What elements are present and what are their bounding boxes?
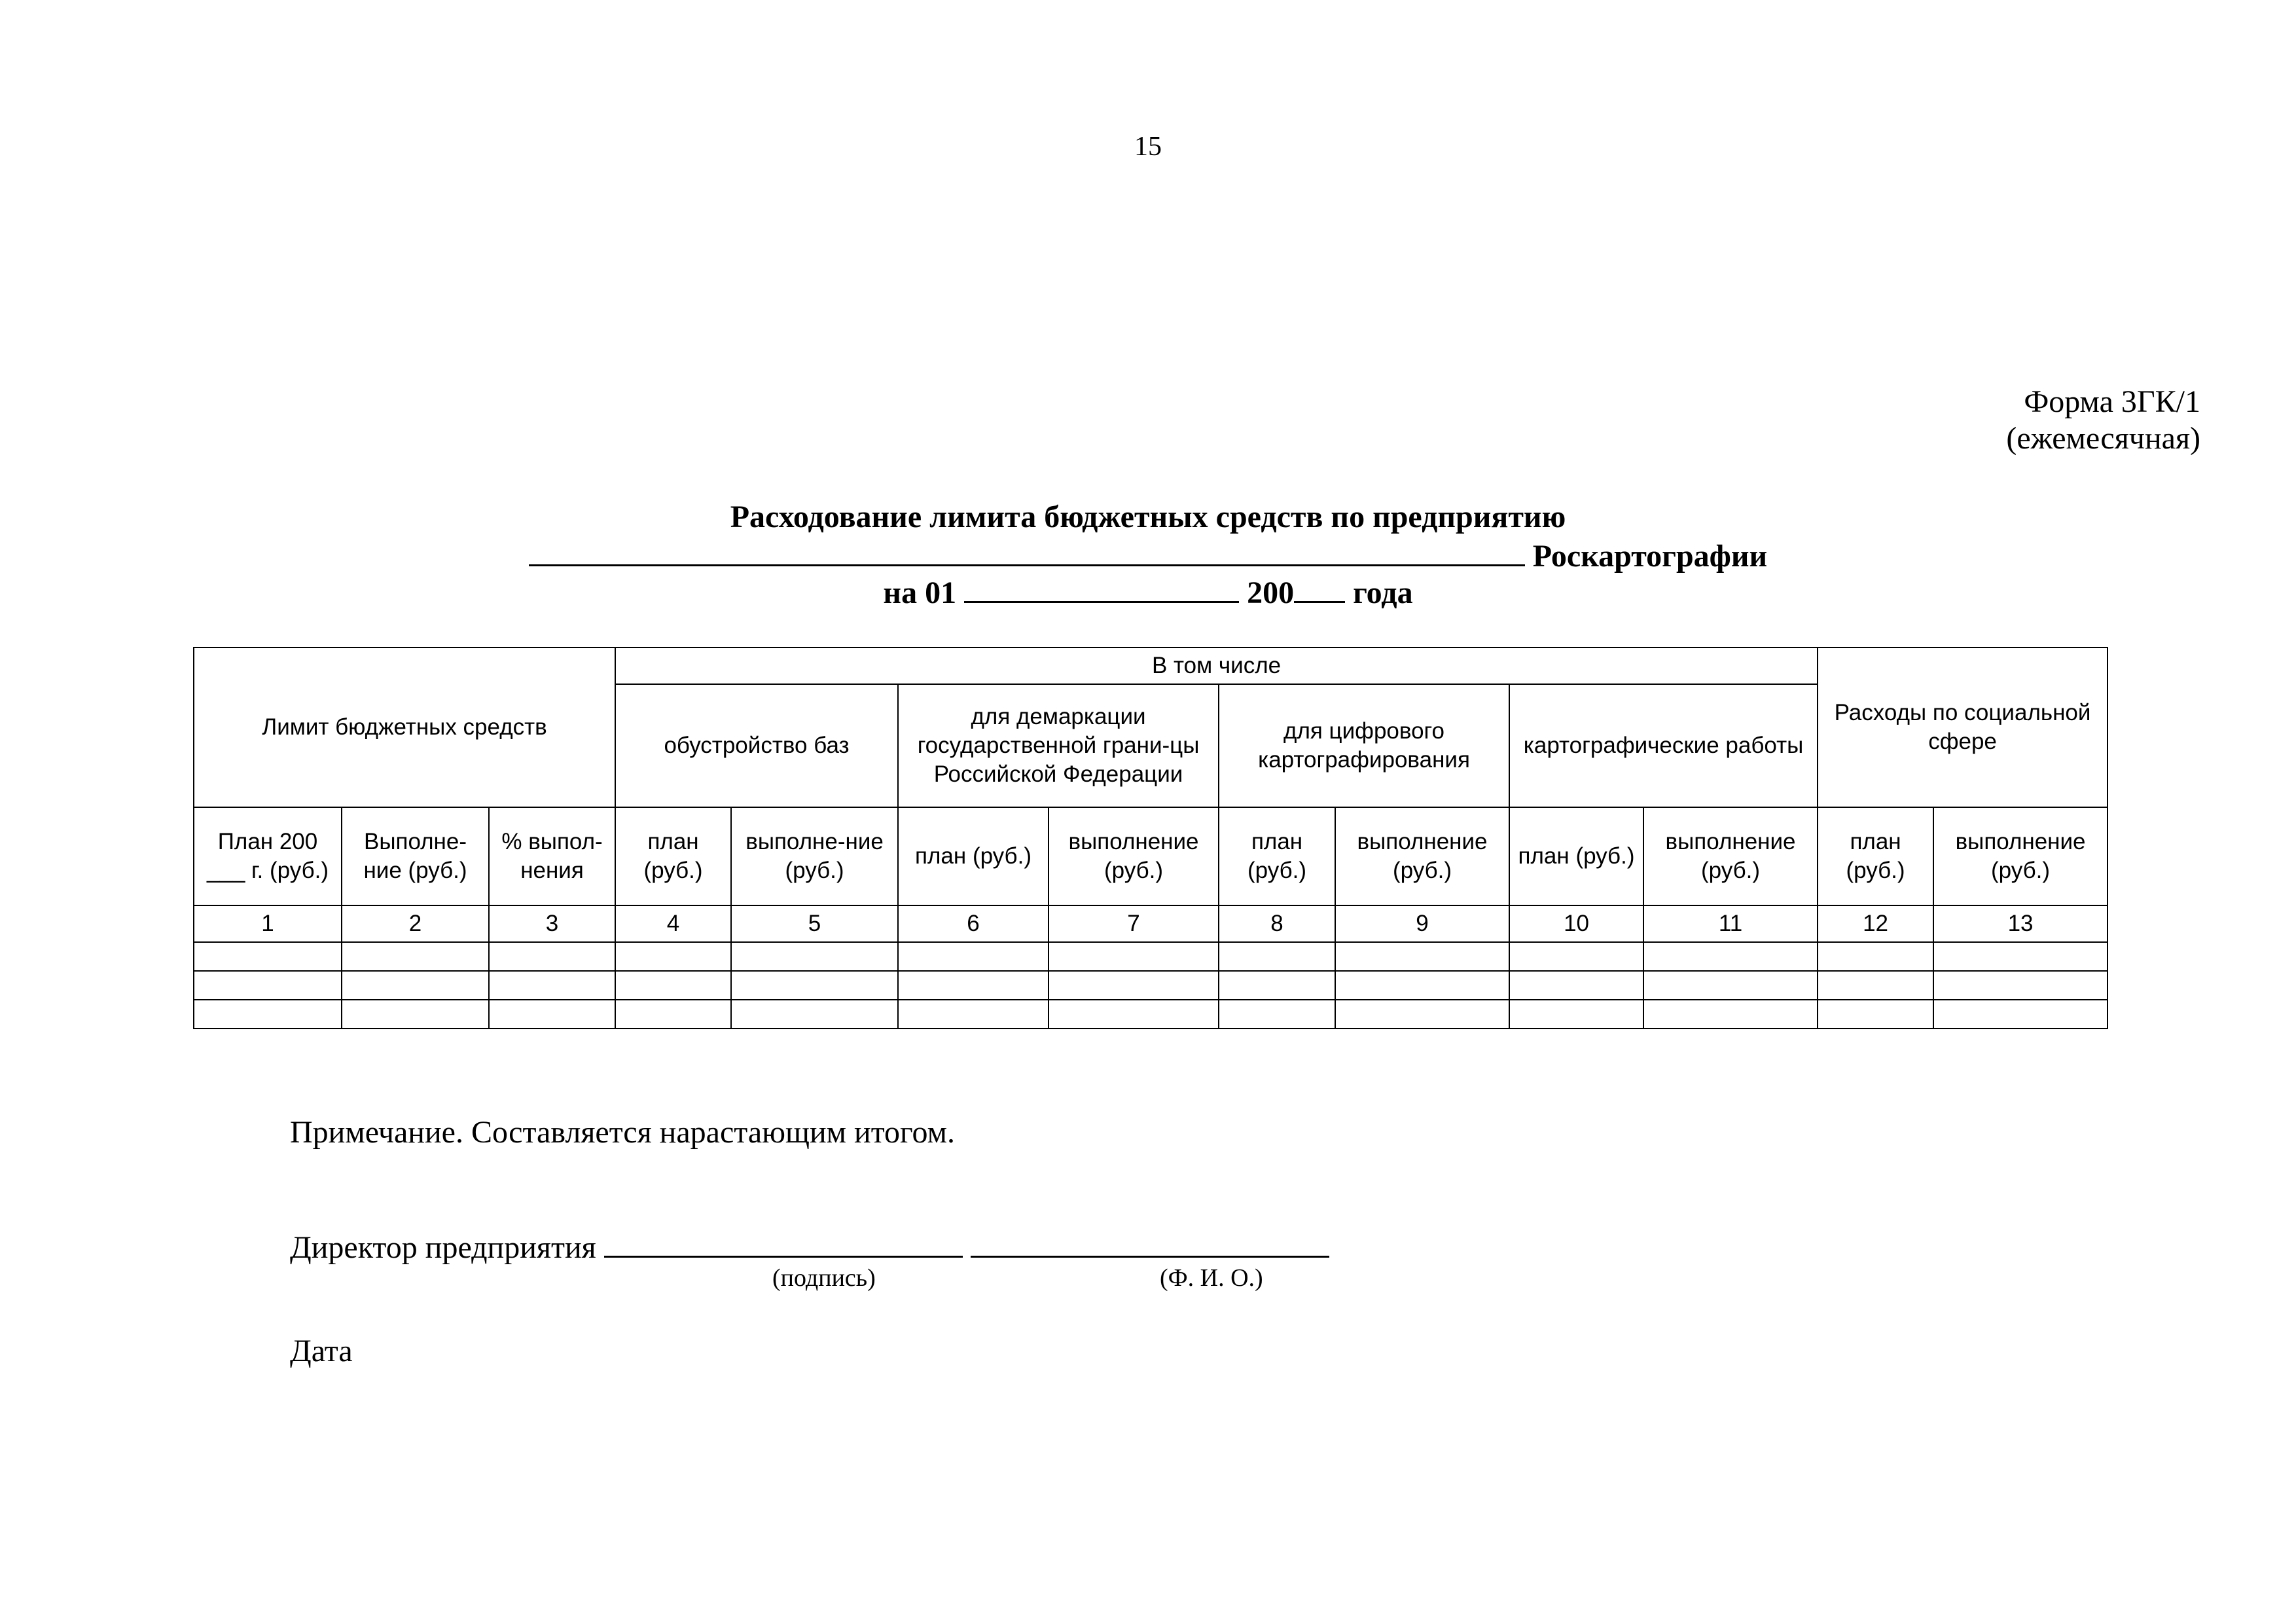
column-header: план (руб.) — [898, 807, 1049, 905]
table-cell[interactable] — [1933, 942, 2108, 971]
name-caption: (Ф. И. О.) — [1160, 1264, 1263, 1292]
table-cell[interactable] — [1049, 942, 1219, 971]
table-cell[interactable] — [731, 1000, 898, 1029]
table-cell[interactable] — [1335, 971, 1509, 1000]
table-cell[interactable] — [1509, 1000, 1643, 1029]
including-header: В том числе — [615, 647, 1818, 684]
table-row — [194, 971, 2108, 1000]
table-cell[interactable] — [489, 1000, 615, 1029]
form-period: (ежемесячная) — [2006, 421, 2200, 456]
table-cell[interactable] — [1818, 942, 1933, 971]
column-number: 13 — [1933, 905, 2108, 942]
budget-table — [193, 647, 2108, 1029]
table-cell[interactable] — [1933, 1000, 2108, 1029]
enterprise-line — [0, 536, 2296, 575]
document-title: Расходование лимита бюджетных средств по предприятию — [730, 500, 1566, 534]
table-cell[interactable] — [194, 971, 342, 1000]
director-label: Директор предприятия — [290, 1230, 596, 1265]
column-header: план (руб.) — [615, 807, 731, 905]
signature-caption: (подпись) — [772, 1264, 876, 1292]
group-bases: обустройство баз — [615, 684, 898, 807]
column-number: 10 — [1509, 905, 1643, 942]
column-number: 12 — [1818, 905, 1933, 942]
signature-field[interactable] — [604, 1227, 963, 1258]
year-prefix: 200 — [1247, 575, 1295, 610]
table-cell[interactable] — [489, 942, 615, 971]
table-cell[interactable] — [615, 1000, 731, 1029]
column-number: 3 — [489, 905, 615, 942]
year-suffix: года — [1353, 575, 1413, 610]
table-cell[interactable] — [489, 971, 615, 1000]
table-cell[interactable] — [1219, 942, 1335, 971]
table-row — [194, 942, 2108, 971]
page-number: 15 — [1134, 132, 1162, 162]
table-cell[interactable] — [1049, 1000, 1219, 1029]
limit-header: Лимит бюджетных средств — [194, 647, 615, 807]
column-header: выполнение (руб.) — [1335, 807, 1509, 905]
table-cell[interactable] — [342, 1000, 489, 1029]
table-cell[interactable] — [615, 942, 731, 971]
enterprise-suffix: Роскартографии — [1532, 539, 1768, 574]
column-header: план (руб.) — [1509, 807, 1643, 905]
column-number: 6 — [898, 905, 1049, 942]
column-number: 7 — [1049, 905, 1219, 942]
table-cell[interactable] — [615, 971, 731, 1000]
date-label: Дата — [290, 1334, 353, 1368]
table-cell[interactable] — [1643, 971, 1818, 1000]
table-cell[interactable] — [1219, 971, 1335, 1000]
form-code: Форма 3ГК/1 — [2024, 384, 2200, 419]
year-blank — [1294, 572, 1345, 603]
table-cell[interactable] — [342, 971, 489, 1000]
enterprise-blank — [529, 536, 1525, 566]
date-prefix: на 01 — [883, 575, 957, 610]
table-cell[interactable] — [194, 942, 342, 971]
table-cell[interactable] — [1818, 971, 1933, 1000]
table-cell[interactable] — [898, 942, 1049, 971]
column-number: 5 — [731, 905, 898, 942]
table-cell[interactable] — [1049, 971, 1219, 1000]
column-header: выполнение (руб.) — [1643, 807, 1818, 905]
table-cell[interactable] — [1643, 1000, 1818, 1029]
table-cell[interactable] — [1509, 942, 1643, 971]
column-header: план (руб.) — [1818, 807, 1933, 905]
column-header: выполне-ние (руб.) — [731, 807, 898, 905]
table-cell[interactable] — [731, 971, 898, 1000]
column-number: 1 — [194, 905, 342, 942]
column-number: 8 — [1219, 905, 1335, 942]
name-field[interactable] — [971, 1227, 1329, 1258]
column-header: план (руб.) — [1219, 807, 1335, 905]
column-number: 2 — [342, 905, 489, 942]
group-digital-mapping: для цифрового картографирования — [1219, 684, 1509, 807]
column-header: План 200 ___ г. (руб.) — [194, 807, 342, 905]
table-row — [194, 1000, 2108, 1029]
table-cell[interactable] — [1335, 1000, 1509, 1029]
director-line — [290, 1227, 1329, 1266]
table-cell[interactable] — [898, 1000, 1049, 1029]
table-cell[interactable] — [1335, 942, 1509, 971]
note: Примечание. Составляется нарастающим итогом. — [290, 1115, 955, 1150]
table-cell[interactable] — [1509, 971, 1643, 1000]
table-cell[interactable] — [194, 1000, 342, 1029]
table-cell[interactable] — [1818, 1000, 1933, 1029]
social-header: Расходы по социальной сфере — [1818, 647, 2108, 807]
table-cell[interactable] — [1643, 942, 1818, 971]
column-header: Выполне-ние (руб.) — [342, 807, 489, 905]
column-number: 11 — [1643, 905, 1818, 942]
table-cell[interactable] — [1933, 971, 2108, 1000]
column-number: 4 — [615, 905, 731, 942]
table-cell[interactable] — [731, 942, 898, 971]
table-cell[interactable] — [1219, 1000, 1335, 1029]
month-blank — [964, 572, 1239, 603]
group-demarcation: для демаркации государственной грани-цы Российской Федерации — [898, 684, 1219, 807]
table-cell[interactable] — [898, 971, 1049, 1000]
column-header: % выпол-нения — [489, 807, 615, 905]
date-line — [0, 572, 2296, 611]
table-cell[interactable] — [342, 942, 489, 971]
form-label — [2006, 384, 2200, 457]
group-cartographic-works: картографические работы — [1509, 684, 1818, 807]
column-header: выполнение (руб.) — [1049, 807, 1219, 905]
column-header: выполнение (руб.) — [1933, 807, 2108, 905]
column-number: 9 — [1335, 905, 1509, 942]
